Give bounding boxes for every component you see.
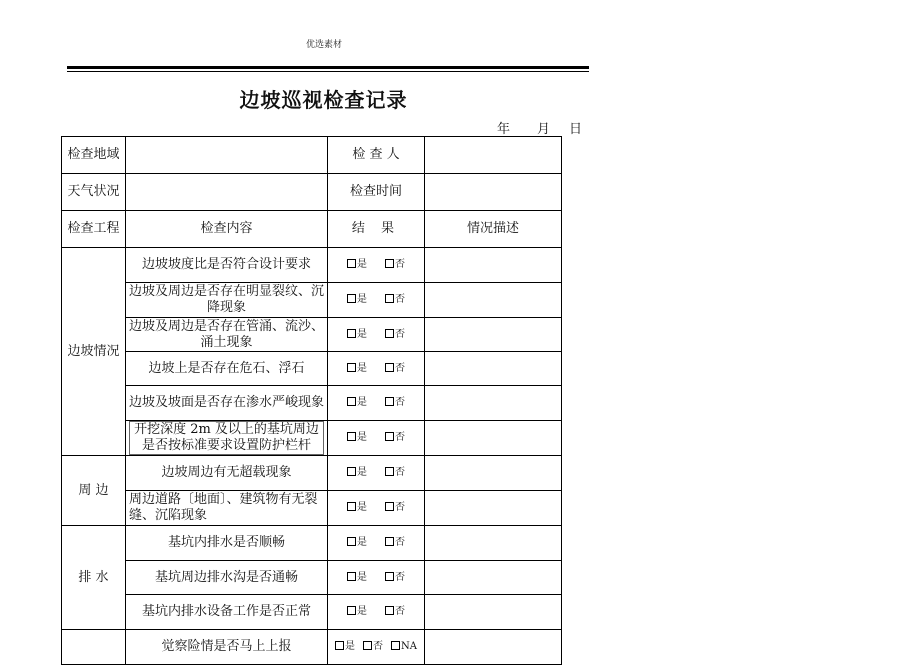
result-options: [328, 283, 425, 318]
option-yes-label: 是: [345, 641, 355, 652]
info-row-location: [62, 137, 562, 174]
checkbox-icon: [385, 572, 394, 581]
info-row-weather: [62, 174, 562, 211]
result-options: [328, 248, 425, 283]
option-yes-label: 是: [356, 362, 367, 374]
option-no-label: 否: [394, 571, 405, 583]
check-item: 边坡上是否存在危石、浮石: [126, 352, 328, 386]
group-name-slope: 边坡情况: [62, 248, 126, 456]
inspection-time-value[interactable]: [424, 174, 561, 211]
checkbox-icon: [347, 363, 356, 372]
option-yes[interactable]: [347, 465, 367, 481]
option-yes-label: 是: [356, 432, 367, 443]
table-row: [62, 456, 562, 491]
check-item: 边坡周边有无超载现象: [126, 456, 328, 491]
column-content: 检查内容: [126, 211, 328, 248]
check-item: 觉察险情是否马上上报: [126, 630, 328, 665]
option-no-label: 否: [394, 432, 405, 443]
description-cell[interactable]: [424, 491, 561, 526]
checkbox-icon: [347, 502, 356, 511]
description-cell[interactable]: [424, 526, 561, 561]
result-options: [328, 491, 425, 526]
option-yes-label: 是: [356, 537, 367, 548]
option-no-label: 否: [394, 397, 405, 408]
date-day-label: 日: [569, 122, 583, 137]
inspector-label: 检 查 人: [328, 137, 425, 174]
checkbox-icon: [347, 259, 356, 268]
checkbox-icon: [385, 294, 394, 303]
inspection-table: [61, 136, 562, 665]
result-options: [328, 526, 425, 561]
location-value[interactable]: [126, 137, 328, 174]
column-result: 结 果: [328, 211, 425, 248]
result-options: [328, 421, 425, 456]
column-desc: 情况描述: [424, 211, 561, 248]
option-yes[interactable]: [347, 500, 367, 516]
description-cell[interactable]: [424, 283, 561, 318]
header-rule-thin: [67, 71, 589, 72]
option-no[interactable]: [385, 570, 405, 586]
checkbox-icon: [385, 502, 394, 511]
description-cell[interactable]: [424, 421, 561, 456]
option-no[interactable]: [385, 292, 405, 308]
option-yes-label: 是: [356, 259, 367, 270]
description-cell[interactable]: [424, 595, 561, 630]
checkbox-icon: [385, 397, 394, 406]
header-rule-thick: [67, 66, 589, 69]
table-row: [62, 318, 562, 352]
weather-label: 天气状况: [62, 174, 126, 211]
check-item: 基坑内排水设备工作是否正常: [126, 595, 328, 630]
document-title: 边坡巡视检查记录: [239, 88, 408, 112]
column-project: 检查工程: [62, 211, 126, 248]
option-yes[interactable]: [347, 327, 367, 343]
option-na[interactable]: [391, 639, 417, 655]
description-cell[interactable]: [424, 318, 561, 352]
checkbox-icon: [385, 363, 394, 372]
check-item-text: 开挖深度 2m 及以上的基坑周边是否按标准要求设置防护栏杆: [129, 421, 324, 455]
description-cell[interactable]: [424, 352, 561, 386]
table-row: [62, 352, 562, 386]
checkbox-icon: [347, 329, 356, 338]
option-no-label: 否: [394, 502, 405, 513]
result-options: [328, 318, 425, 352]
checkbox-icon: [385, 432, 394, 441]
option-no-label: 否: [394, 537, 405, 548]
option-yes-label: 是: [356, 294, 367, 305]
table-row: [62, 595, 562, 630]
date-year-label: 年: [497, 122, 511, 137]
description-cell[interactable]: [424, 248, 561, 283]
check-item: 边坡及周边是否存在明显裂纹、沉降现象: [126, 283, 328, 318]
option-no[interactable]: [385, 604, 405, 620]
result-options: [328, 386, 425, 421]
checkbox-icon: [347, 537, 356, 546]
checkbox-icon: [385, 329, 394, 338]
table-row: [62, 421, 562, 456]
checkbox-icon: [335, 641, 344, 650]
option-no-label: 否: [394, 606, 405, 617]
table-row: [62, 283, 562, 318]
result-options: [328, 352, 425, 386]
group-name-surroundings: 周 边: [62, 456, 126, 526]
checkbox-icon: [391, 641, 400, 650]
description-cell[interactable]: [424, 456, 561, 491]
option-no-label: 否: [394, 294, 405, 305]
option-yes-label: 是: [356, 397, 367, 408]
option-no[interactable]: [385, 361, 405, 377]
option-no[interactable]: [385, 535, 405, 551]
check-item: 边坡及周边是否存在管涌、流沙、涌土现象: [126, 318, 328, 352]
table-row: [62, 561, 562, 595]
option-no[interactable]: [363, 639, 383, 655]
checkbox-icon: [347, 467, 356, 476]
location-label: 检查地域: [62, 137, 126, 174]
option-yes[interactable]: [347, 570, 367, 586]
column-header-row: [62, 211, 562, 248]
result-options: [328, 595, 425, 630]
result-options: [328, 561, 425, 595]
group-name-drainage: 排 水: [62, 526, 126, 630]
check-item: 基坑周边排水沟是否通畅: [126, 561, 328, 595]
option-no[interactable]: [385, 395, 405, 411]
table-row: [62, 248, 562, 283]
group-name-emergency: [62, 630, 126, 665]
option-no-label: 否: [373, 641, 383, 652]
inspection-time-label: 检查时间: [328, 174, 425, 211]
inspector-value[interactable]: [424, 137, 561, 174]
checkbox-icon: [347, 432, 356, 441]
option-no-label: 否: [394, 259, 405, 270]
option-yes-label: 是: [356, 502, 367, 513]
option-no[interactable]: [385, 257, 405, 273]
option-yes[interactable]: [347, 292, 367, 308]
checkbox-icon: [385, 259, 394, 268]
table-row: [62, 526, 562, 561]
option-yes[interactable]: [335, 639, 355, 655]
result-options: [328, 630, 425, 665]
check-item: [126, 421, 328, 456]
option-yes[interactable]: [347, 257, 367, 273]
page-header-text: 优选素材: [306, 40, 343, 50]
result-options: [328, 456, 425, 491]
checkbox-icon: [347, 397, 356, 406]
checkbox-icon: [385, 537, 394, 546]
option-yes[interactable]: [347, 535, 367, 551]
option-no[interactable]: [385, 327, 405, 343]
weather-value[interactable]: [126, 174, 328, 211]
option-no-label: 否: [394, 328, 405, 340]
option-yes[interactable]: [347, 604, 367, 620]
description-cell[interactable]: [424, 630, 561, 665]
checkbox-icon: [385, 467, 394, 476]
option-yes-label: 是: [356, 571, 367, 583]
table-row: [62, 630, 562, 665]
date-month-label: 月: [537, 122, 551, 137]
table-row: [62, 491, 562, 526]
option-yes-label: 是: [356, 606, 367, 617]
option-na-label: NA: [401, 641, 417, 652]
description-cell[interactable]: [424, 386, 561, 421]
option-yes[interactable]: [347, 395, 367, 411]
checkbox-icon: [347, 294, 356, 303]
checkbox-icon: [385, 606, 394, 615]
option-yes[interactable]: [347, 361, 367, 377]
check-item: 边坡及坡面是否存在渗水严峻现象: [126, 386, 328, 421]
option-no[interactable]: [385, 500, 405, 516]
checkbox-icon: [347, 606, 356, 615]
option-yes-label: 是: [356, 467, 367, 478]
option-no[interactable]: [385, 465, 405, 481]
description-cell[interactable]: [424, 561, 561, 595]
checkbox-icon: [347, 572, 356, 581]
option-yes[interactable]: [347, 430, 367, 446]
check-item: 基坑内排水是否顺畅: [126, 526, 328, 561]
check-item: 周边道路〔地面〕、建筑物有无裂缝、沉陷现象: [126, 491, 328, 526]
check-item: 边坡坡度比是否符合设计要求: [126, 248, 328, 283]
option-no[interactable]: [385, 430, 405, 446]
option-yes-label: 是: [356, 328, 367, 340]
checkbox-icon: [363, 641, 372, 650]
table-row: [62, 386, 562, 421]
option-no-label: 否: [394, 467, 405, 478]
option-no-label: 否: [394, 362, 405, 374]
